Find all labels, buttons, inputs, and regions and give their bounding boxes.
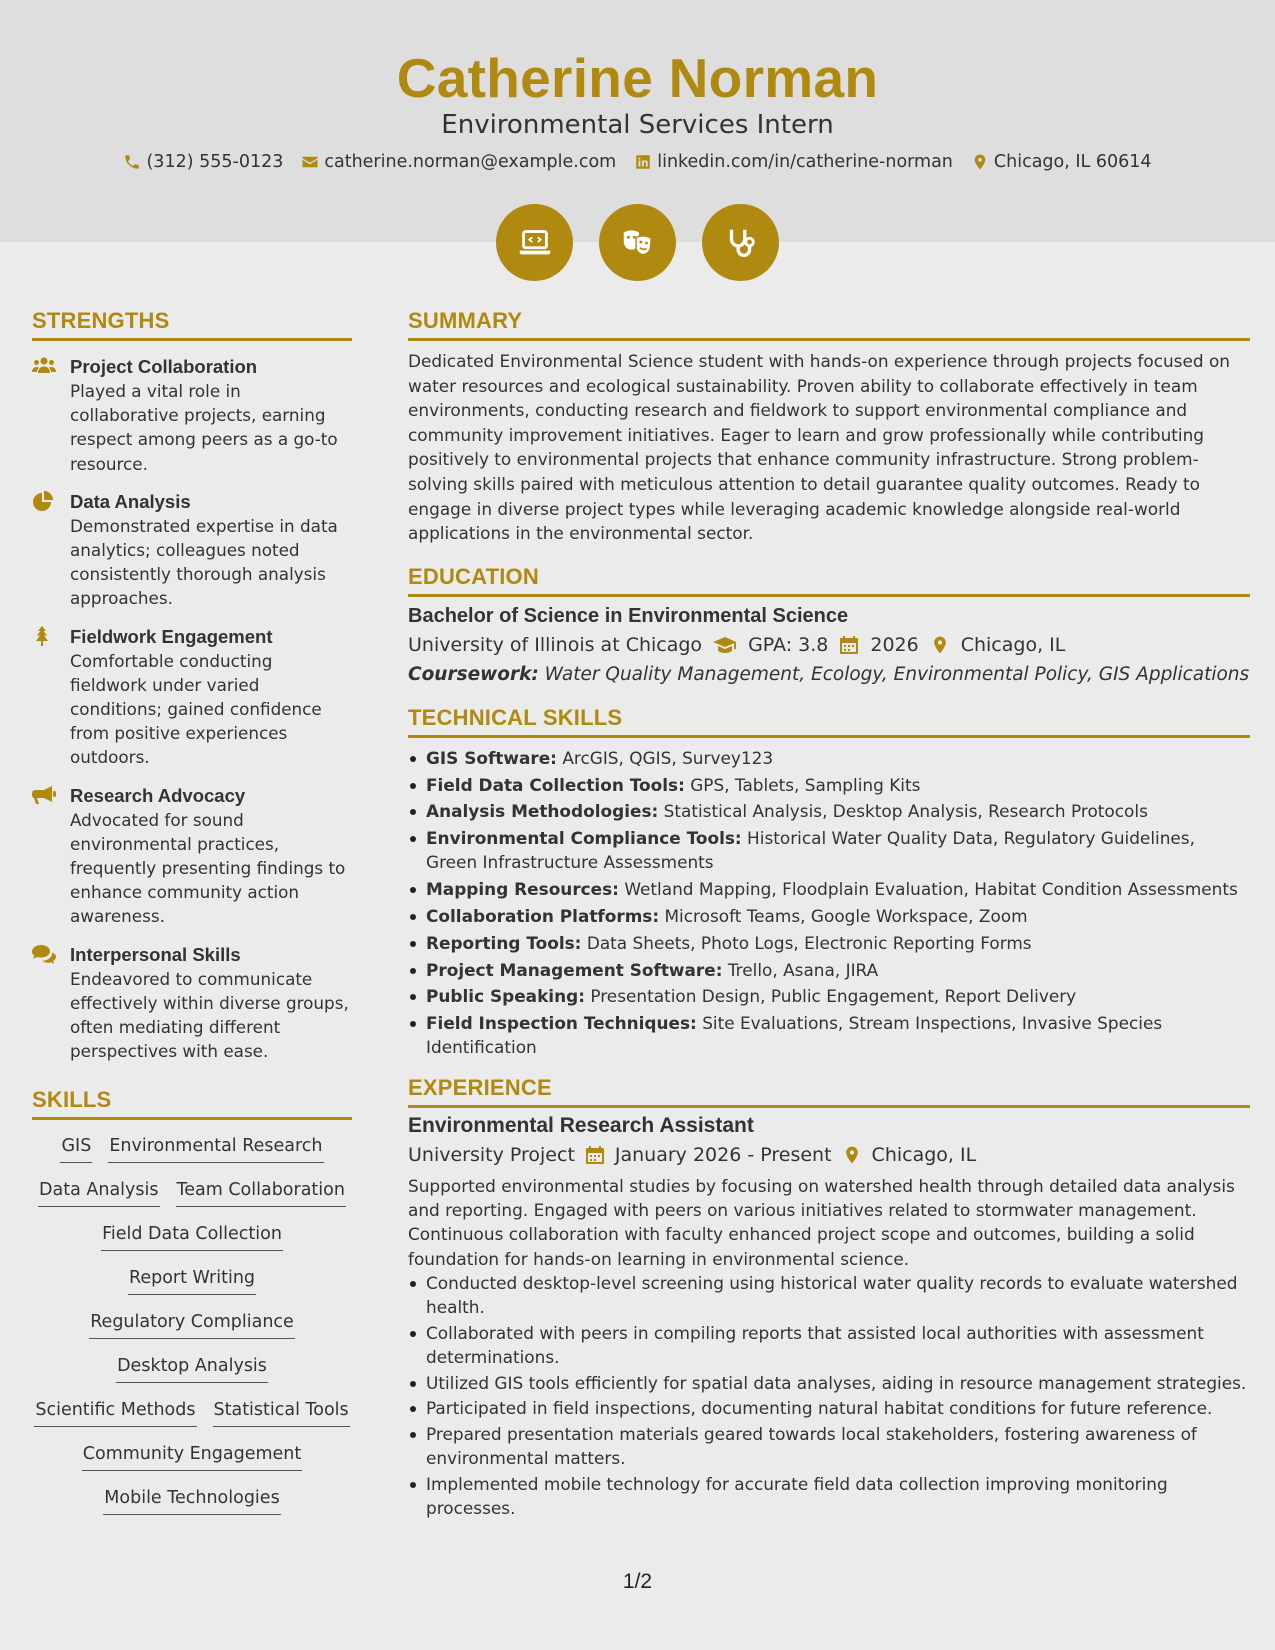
contact-phone[interactable] xyxy=(123,152,283,172)
list-item: Project Management Software: Trello, Asana, JIRA xyxy=(408,958,1250,982)
phone-text: (312) 555-0123 xyxy=(146,152,284,172)
pie-chart-icon xyxy=(32,491,56,511)
job-description: Supported environmental studies by focusing on watershed health through detailed data analysis and reporting. Engaged with peers on various initiatives related to stormwater management. Continuous collaboration with faculty enhanced project scope and outcomes, building a solid foundation for hands-on learning in environmental science. xyxy=(408,1175,1235,1269)
list-item: Prepared presentation materials geared towards local stakeholders, fostering awareness of environmental matters. xyxy=(408,1422,1250,1470)
phone-icon xyxy=(123,153,141,171)
list-item: Mapping Resources: Wetland Mapping, Floodplain Evaluation, Habitat Condition Assessments xyxy=(408,877,1250,901)
right-column xyxy=(408,308,1250,1522)
email-text: catherine.norman@example.com xyxy=(324,152,617,172)
strength-title: Interpersonal Skills xyxy=(70,943,241,965)
technical-skills-heading: TECHNICAL SKILLS xyxy=(408,705,1250,738)
list-item: Implemented mobile technology for accurate field data collection improving monitoring processes. xyxy=(408,1472,1250,1520)
strength-title: Project Collaboration xyxy=(70,356,258,377)
skills-list xyxy=(32,1132,352,1515)
strength-desc: Advocated for sound environmental practices, frequently presenting findings to enhance community action awareness. xyxy=(70,809,346,927)
education-heading: EDUCATION xyxy=(408,564,1250,597)
strength-title: Fieldwork Engagement xyxy=(70,625,273,647)
strength-item xyxy=(32,354,352,476)
list-item: Utilized GIS tools efficiently for spatial data analyses, aiding in resource management strategies. xyxy=(408,1371,1250,1395)
strength-item xyxy=(32,624,352,770)
theater-masks-icon xyxy=(619,224,657,262)
map-marker-icon xyxy=(971,153,989,171)
school-name: University of Illinois at Chicago xyxy=(408,633,703,656)
strengths-heading: STRENGTHS xyxy=(32,308,352,341)
skill-tag: Scientific Methods xyxy=(34,1396,196,1427)
linkedin-text: linkedin.com/in/catherine-norman xyxy=(657,152,953,172)
technical-skills-list xyxy=(408,746,1250,1060)
calendar-icon xyxy=(838,635,860,655)
contact-linkedin[interactable] xyxy=(634,152,953,172)
summary-text: Dedicated Environmental Science student with hands-on experience through projects focused on water resources and ecological sustainability. Proven ability to collaborate effectively in team environments, conducting research and fieldwork to support environmental compliance and community improvement initiatives. Eager to learn and grow professionally while contributing positively to environmental projects that enhance community infrastructure. Strong problem-solving skills paired with meticulous attention to detail guarantee quality outcomes. Ready to engage in diverse project types while leveraging academic knowledge alongside real-world applications in the environmental sector. xyxy=(408,351,1231,544)
contact-location xyxy=(971,152,1152,172)
graduation-cap-icon xyxy=(712,635,738,655)
list-item: Field Data Collection Tools: GPS, Tablets, Sampling Kits xyxy=(408,773,1250,797)
contact-email[interactable] xyxy=(301,152,616,172)
candidate-name: Catherine Norman xyxy=(396,47,879,109)
coursework xyxy=(408,664,1250,685)
job-details xyxy=(408,1144,1250,1166)
gpa: GPA: 3.8 xyxy=(748,633,829,656)
strength-title: Research Advocacy xyxy=(70,784,246,806)
strength-item xyxy=(32,783,352,929)
coursework-list: Water Quality Management, Ecology, Environmental Policy, GIS Applications xyxy=(544,663,1250,685)
list-item: Conducted desktop-level screening using historical water quality records to evaluate watershed health. xyxy=(408,1271,1250,1319)
graduation-year: 2026 xyxy=(870,633,919,656)
job-location: Chicago, IL xyxy=(871,1143,977,1166)
job-bullets xyxy=(408,1271,1250,1520)
page-number: 1/2 xyxy=(622,1570,653,1593)
list-item: Field Inspection Techniques: Site Evaluations, Stream Inspections, Invasive Species Identification xyxy=(408,1011,1250,1059)
resume-header xyxy=(0,0,1275,242)
list-item: Collaboration Platforms: Microsoft Teams, Google Workspace, Zoom xyxy=(408,904,1250,928)
list-item: Collaborated with peers in compiling reports that assisted local authorities with assessment determinations. xyxy=(408,1321,1250,1369)
badge-laptop xyxy=(496,204,573,281)
envelope-icon xyxy=(301,153,319,171)
badge-stethoscope xyxy=(702,204,779,281)
skills-heading: SKILLS xyxy=(32,1087,352,1120)
list-item: GIS Software: ArcGIS, QGIS, Survey123 xyxy=(408,746,1250,770)
skill-tag: Mobile Technologies xyxy=(103,1484,280,1515)
skill-tag: Regulatory Compliance xyxy=(89,1308,295,1339)
skill-tag: Community Engagement xyxy=(82,1440,302,1471)
bullhorn-icon xyxy=(32,785,56,805)
skill-tag: Statistical Tools xyxy=(213,1396,350,1427)
list-item: Environmental Compliance Tools: Historical Water Quality Data, Regulatory Guidelines, Green Infrastructure Assessments xyxy=(408,826,1250,874)
skill-tag: GIS xyxy=(60,1132,92,1163)
map-marker-icon xyxy=(842,1145,862,1165)
contact-bar xyxy=(0,152,1275,172)
strength-desc: Demonstrated expertise in data analytics; colleagues noted consistently thorough analysis approaches. xyxy=(70,515,338,609)
skill-tag: Field Data Collection xyxy=(101,1220,283,1251)
experience-heading: EXPERIENCE xyxy=(408,1075,1250,1108)
linkedin-icon xyxy=(634,153,652,171)
strength-item xyxy=(32,942,352,1064)
skill-tag: Desktop Analysis xyxy=(116,1352,268,1383)
strength-desc: Played a vital role in collaborative projects, earning respect among peers as a go-to resource. xyxy=(70,381,338,474)
strength-desc: Endeavored to communicate effectively within diverse groups, often mediating different perspectives with ease. xyxy=(70,968,349,1062)
stethoscope-icon xyxy=(722,224,760,262)
education-details xyxy=(408,634,1250,656)
skill-tag: Team Collaboration xyxy=(176,1176,346,1207)
school-location: Chicago, IL xyxy=(960,633,1066,656)
location-text: Chicago, IL 60614 xyxy=(993,152,1152,172)
job-title: Environmental Research Assistant xyxy=(408,1113,754,1137)
strength-title: Data Analysis xyxy=(70,490,191,512)
skill-tag: Report Writing xyxy=(128,1264,256,1295)
calendar-icon xyxy=(585,1145,605,1165)
job-title: Environmental Services Intern xyxy=(441,110,834,140)
skill-tag: Data Analysis xyxy=(38,1176,159,1207)
list-item: Participated in field inspections, documenting natural habitat conditions for future reference. xyxy=(408,1396,1250,1420)
left-column xyxy=(32,308,352,1515)
interest-badges xyxy=(0,204,1275,281)
badge-masks xyxy=(599,204,676,281)
summary-heading: SUMMARY xyxy=(408,308,1250,341)
list-item: Analysis Methodologies: Statistical Analysis, Desktop Analysis, Research Protocols xyxy=(408,799,1250,823)
tree-icon xyxy=(32,626,56,646)
list-item: Public Speaking: Presentation Design, Public Engagement, Report Delivery xyxy=(408,984,1250,1008)
job-org: University Project xyxy=(408,1143,575,1166)
comments-icon xyxy=(32,944,56,964)
coursework-label: Coursework: xyxy=(408,663,539,685)
laptop-code-icon xyxy=(516,224,554,262)
job-dates: January 2026 - Present xyxy=(614,1143,832,1166)
users-icon xyxy=(32,356,56,376)
list-item: Reporting Tools: Data Sheets, Photo Logs, Electronic Reporting Forms xyxy=(408,931,1250,955)
degree-title: Bachelor of Science in Environmental Science xyxy=(408,604,849,627)
skill-tag: Environmental Research xyxy=(108,1132,323,1163)
strength-item xyxy=(32,489,352,611)
strength-desc: Comfortable conducting fieldwork under varied conditions; gained confidence from positive experiences outdoors. xyxy=(70,650,322,768)
map-marker-icon xyxy=(929,635,951,655)
